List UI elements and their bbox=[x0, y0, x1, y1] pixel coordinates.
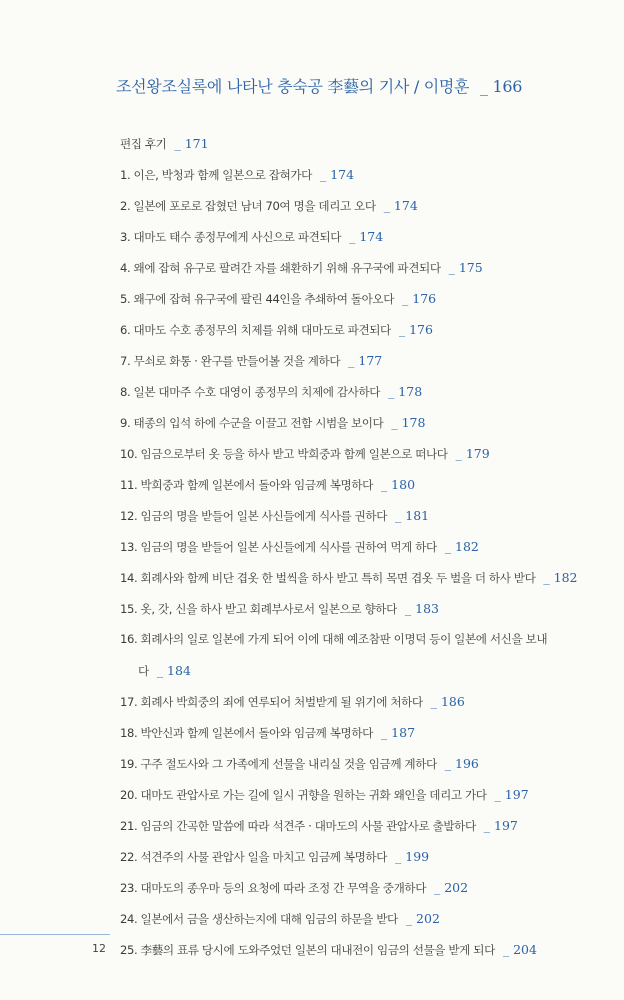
toc-entry-page: _ 204 bbox=[502, 942, 537, 957]
toc-entry-text: 다 bbox=[138, 664, 149, 678]
toc-entry-page: _ 184 bbox=[156, 663, 191, 678]
toc-entry-page: _ 196 bbox=[444, 756, 479, 771]
toc-entry-page: _ 180 bbox=[380, 477, 416, 492]
table-of-contents bbox=[120, 128, 590, 965]
toc-entry bbox=[120, 128, 590, 159]
toc-entry-page: _ 174 bbox=[383, 198, 418, 213]
toc-entry-text: 20. 대마도 관압사로 가는 길에 일시 귀향을 원하는 귀화 왜인을 데리고 가다 bbox=[120, 788, 487, 802]
toc-entry-page: _ 197 bbox=[483, 818, 518, 833]
toc-entry-page: _ 176 bbox=[402, 291, 437, 306]
toc-entry-page: _ 178 bbox=[388, 384, 423, 399]
toc-entry bbox=[120, 314, 590, 345]
section-title-page: _ 166 bbox=[479, 77, 523, 96]
toc-entry-page: _ 174 bbox=[319, 167, 355, 182]
toc-entry bbox=[120, 624, 590, 655]
toc-entry bbox=[120, 903, 590, 934]
toc-entry-text: 13. 임금의 명을 받들어 일본 사신들에게 식사를 권하여 먹게 하다 bbox=[120, 540, 437, 554]
page-number: 12 bbox=[92, 942, 106, 955]
toc-entry-text: 6. 대마도 수호 종정무의 치제를 위해 대마도로 파견되다 bbox=[120, 323, 391, 337]
toc-entry bbox=[120, 469, 590, 500]
toc-entry-text: 18. 박안신과 함께 일본에서 돌아와 임금께 복명하다 bbox=[120, 726, 373, 740]
toc-entry-page: _ 174 bbox=[349, 229, 384, 244]
toc-entry bbox=[120, 190, 590, 221]
toc-entry bbox=[120, 686, 590, 717]
toc-entry bbox=[120, 872, 590, 903]
toc-entry-text: 5. 왜구에 잡혀 유구국에 팔린 44인을 추쇄하여 돌아오다 bbox=[120, 292, 395, 306]
toc-entry-page: _ 179 bbox=[455, 446, 490, 461]
toc-entry-text: 10. 임금으로부터 옷 등을 하사 받고 박희중과 함께 일본으로 떠나다 bbox=[120, 447, 448, 461]
toc-entry-page: _ 171 bbox=[174, 136, 209, 151]
toc-entry-text: 7. 무쇠로 화통 · 완구를 만들어볼 것을 계하다 bbox=[120, 354, 341, 368]
toc-entry-text: 19. 구주 절도사와 그 가족에게 선물을 내리실 것을 임금께 계하다 bbox=[120, 757, 437, 771]
footer-rule bbox=[0, 934, 110, 935]
toc-entry bbox=[120, 283, 590, 314]
toc-entry bbox=[120, 717, 590, 748]
toc-entry bbox=[120, 159, 590, 190]
toc-entry bbox=[120, 438, 590, 469]
toc-entry-text: 9. 태종의 입석 하에 수군을 이끌고 전함 시범을 보이다 bbox=[120, 416, 384, 430]
toc-entry-page: _ 178 bbox=[391, 415, 426, 430]
toc-entry-page: _ 197 bbox=[494, 787, 529, 802]
toc-entry-page: _ 177 bbox=[348, 353, 383, 368]
toc-entry-text: 8. 일본 대마주 수호 대영이 종정무의 치제에 감사하다 bbox=[120, 385, 381, 399]
toc-entry-page: _ 187 bbox=[380, 725, 416, 740]
toc-entry-text: 1. 이은, 박청과 함께 일본으로 잡혀가다 bbox=[120, 168, 312, 182]
toc-entry-text: 편집 후기 bbox=[120, 137, 167, 151]
toc-entry-text: 21. 임금의 간곡한 말씀에 따라 석견주 · 대마도의 사물 관압사로 출발하다 bbox=[120, 819, 476, 833]
toc-entry-text: 4. 왜에 잡혀 유구로 팔려간 자를 쇄환하기 위해 유구국에 파견되다 bbox=[120, 261, 441, 275]
toc-entry-page: _ 199 bbox=[395, 849, 430, 864]
toc-entry-text: 12. 임금의 명을 받들어 일본 사신들에게 식사를 권하다 bbox=[120, 509, 388, 523]
toc-entry bbox=[120, 500, 590, 531]
toc-entry bbox=[120, 841, 590, 872]
toc-entry-text: 24. 일본에서 금을 생산하는지에 대해 임금의 하문을 받다 bbox=[120, 912, 398, 926]
toc-entry bbox=[120, 407, 590, 438]
toc-entry-text: 16. 회례사의 일로 일본에 가게 되어 이에 대해 예조참판 이명덕 등이 일본에 서신을 보내 bbox=[120, 632, 548, 646]
toc-entry-page: _ 176 bbox=[398, 322, 433, 337]
toc-entry bbox=[120, 593, 590, 624]
toc-entry-page: _ 182 bbox=[444, 539, 479, 554]
toc-entry bbox=[120, 345, 590, 376]
toc-entry bbox=[120, 252, 590, 283]
toc-entry-page: _ 202 bbox=[434, 880, 469, 895]
toc-entry-page: _ 175 bbox=[448, 260, 483, 275]
toc-entry-text: 2. 일본에 포로로 잡혔던 남녀 70여 명을 데리고 오다 bbox=[120, 199, 376, 213]
toc-entry bbox=[120, 779, 590, 810]
toc-entry-page: _ 202 bbox=[405, 911, 440, 926]
toc-entry-text: 17. 회례사 박희중의 죄에 연루되어 처벌받게 될 위기에 처하다 bbox=[120, 695, 423, 709]
toc-entry bbox=[120, 376, 590, 407]
toc-entry-page: _ 186 bbox=[430, 694, 465, 709]
toc-entry bbox=[120, 562, 590, 593]
toc-entry-text: 3. 대마도 태수 종정무에게 사신으로 파견되다 bbox=[120, 230, 342, 244]
toc-entry-text: 25. 李藝의 표류 당시에 도와주었던 일본의 대내전이 임금의 선물을 받게 되다 bbox=[120, 943, 495, 957]
toc-entry bbox=[120, 655, 590, 686]
toc-entry-text: 14. 회례사와 함께 비단 겹옷 한 벌씩을 하사 받고 특히 목면 겹옷 두 벌을 더 하사 받다 bbox=[120, 571, 536, 585]
toc-entry-text: 15. 옷, 갓, 신을 하사 받고 회례부사로서 일본으로 향하다 bbox=[120, 602, 397, 616]
toc-entry bbox=[120, 748, 590, 779]
toc-entry-text: 22. 석견주의 사물 관압사 일을 마치고 임금께 복명하다 bbox=[120, 850, 388, 864]
toc-entry bbox=[120, 810, 590, 841]
toc-entry-page: _ 183 bbox=[404, 601, 439, 616]
section-title-text: 조선왕조실록에 나타난 충숙공 李藝의 기사 / 이명훈 bbox=[116, 77, 470, 96]
toc-entry bbox=[120, 221, 590, 252]
toc-entry bbox=[120, 531, 590, 562]
toc-entry-page: _ 182 bbox=[543, 570, 578, 585]
toc-entry-text: 11. 박희중과 함께 일본에서 돌아와 임금께 복명하다 bbox=[120, 478, 373, 492]
toc-entry-page: _ 181 bbox=[395, 508, 430, 523]
toc-entry-text: 23. 대마도의 종우마 등의 요청에 따라 조정 간 무역을 중개하다 bbox=[120, 881, 426, 895]
toc-entry bbox=[120, 934, 590, 965]
section-title bbox=[116, 74, 522, 97]
